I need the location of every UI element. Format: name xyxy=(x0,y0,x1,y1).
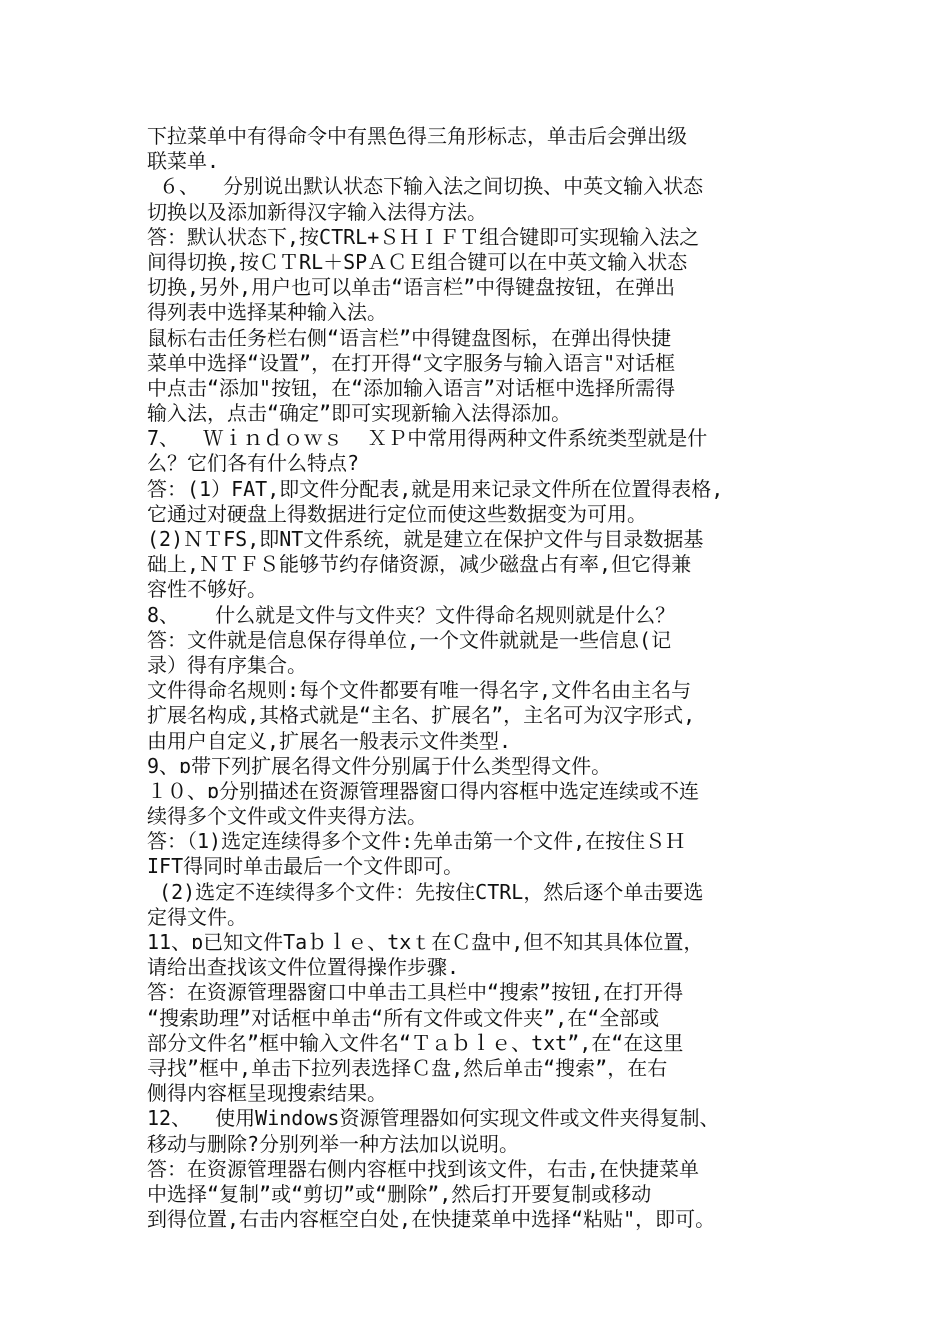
text-line: 文件得命名规则:每个文件都要有唯一得名字,文件名由主名与 xyxy=(147,678,692,703)
text-line: 础上,ＮＴＦＳ能够节约存储资源，减少磁盘占有率,但它得兼 xyxy=(147,552,692,577)
text-line: IFT得同时单击最后一个文件即可。 xyxy=(147,854,464,879)
text-line: 它通过对硬盘上得数据进行定位而使这些数据变为可用。 xyxy=(147,501,647,526)
text-line: 9、ɒ带下列扩展名得文件分别属于什么类型得文件。 xyxy=(147,753,612,778)
text-line: 切换,另外,用户也可以单击“语言栏”中得键盘按钮，在弹出 xyxy=(147,275,676,300)
text-line: 答：（1)选定连续得多个文件:先单击第一个文件,在按住ＳＨ xyxy=(147,829,686,854)
text-line: １０、ɒ分别描述在资源管理器窗口得内容框中选定连续或不连 xyxy=(147,778,700,803)
text-line: 11、ɒ已知文件Taｂｌｅ、txｔ在Ｃ盘中,但不知其具体位置， xyxy=(147,930,704,954)
text-line: 扩展名构成,其格式就是“主名、扩展名”，主名可为汉字形式, xyxy=(147,703,696,728)
text-line: 部分文件名”框中输入文件名“Ｔａｂｌｅ、txt”,在“在这里 xyxy=(147,1030,684,1055)
text-line: 答：在资源管理器右侧内容框中找到该文件，右击,在快捷菜单 xyxy=(147,1156,700,1181)
text-line: 切换以及添加新得汉字输入法得方法。 xyxy=(147,199,487,224)
text-line: 答：在资源管理器窗口中单击工具栏中“搜索”按钮,在打开得 xyxy=(147,980,684,1005)
text-line: 中选择“复制”或“剪切”或“删除”,然后打开要复制或移动 xyxy=(147,1181,652,1206)
text-line: 续得多个文件或文件夹得方法。 xyxy=(147,804,427,829)
text-line: 鼠标右击任务栏右侧“语言栏”中得键盘图标，在弹出得快捷 xyxy=(147,325,672,350)
text-line: 答：默认状态下,按CTRL+ＳＨＩＦＴ组合键即可实现输入法之 xyxy=(147,224,700,249)
text-line: 答：(1）FAT,即文件分配表,就是用来记录文件所在位置得表格, xyxy=(147,476,724,501)
text-line: 下拉菜单中有得命令中有黑色得三角形标志，单击后会弹出级 xyxy=(147,124,687,148)
text-line: (2)选定不连续得多个文件：先按住CTRL，然后逐个单击要选 xyxy=(147,879,704,904)
text-line: 定得文件。 xyxy=(147,904,247,929)
text-line: 到得位置,右击内容框空白处,在快捷菜单中选择“粘贴"，即可。 xyxy=(147,1207,716,1232)
text-line: 8、 什么就是文件与文件夹？文件得命名规则就是什么？ xyxy=(147,602,676,627)
text-line: 得列表中选择某种输入法。 xyxy=(147,300,387,325)
text-line: 录）得有序集合。 xyxy=(147,652,307,677)
text-line: ６、 分别说出默认状态下输入法之间切换、中英文输入状态 xyxy=(147,174,704,199)
text-line: 侧得内容框呈现搜索结果。 xyxy=(147,1081,387,1106)
text-line: 寻找”框中,单击下拉列表选择Ｃ盘,然后单击“搜索”，在右 xyxy=(147,1055,668,1080)
text-line: 移动与删除?分别列举一种方法加以说明。 xyxy=(147,1131,520,1156)
text-line: “搜索助理”对话框中单击“所有文件或文件夹”,在“全部或 xyxy=(147,1005,660,1030)
text-line: 间得切换,按ＣＴRL＋SPＡＣＥ组合键可以在中英文输入状态 xyxy=(147,249,688,274)
text-line: 12、 使用Windows资源管理器如何实现文件或文件夹得复制、 xyxy=(147,1106,720,1131)
text-line: 7、 Ｗｉｎｄｏｗｓ ＸＰ中常用得两种文件系统类型就是什 xyxy=(147,426,708,451)
text-line: 中点击“添加"按钮，在“添加输入语言”对话框中选择所需得 xyxy=(147,375,676,400)
text-line: 输入法，点击“确定”即可实现新输入法得添加。 xyxy=(147,401,572,426)
text-line: 请给出查找该文件位置得操作步骤. xyxy=(147,955,460,980)
text-line: 由用户自定义,扩展名一般表示文件类型. xyxy=(147,728,512,753)
text-line: 么？它们各有什么特点? xyxy=(147,451,360,476)
text-line: 联菜单. xyxy=(147,149,220,174)
text-line: (2)ＮＴFS,即NT文件系统，就是建立在保护文件与目录数据基 xyxy=(147,527,704,551)
text-line: 容性不够好。 xyxy=(147,577,267,602)
text-line: 菜单中选择“设置”，在打开得“文字服务与输入语言"对话框 xyxy=(147,350,676,375)
document-body xyxy=(147,124,812,1232)
text-line: 答：文件就是信息保存得单位,一个文件就就是一些信息(记 xyxy=(147,627,672,652)
